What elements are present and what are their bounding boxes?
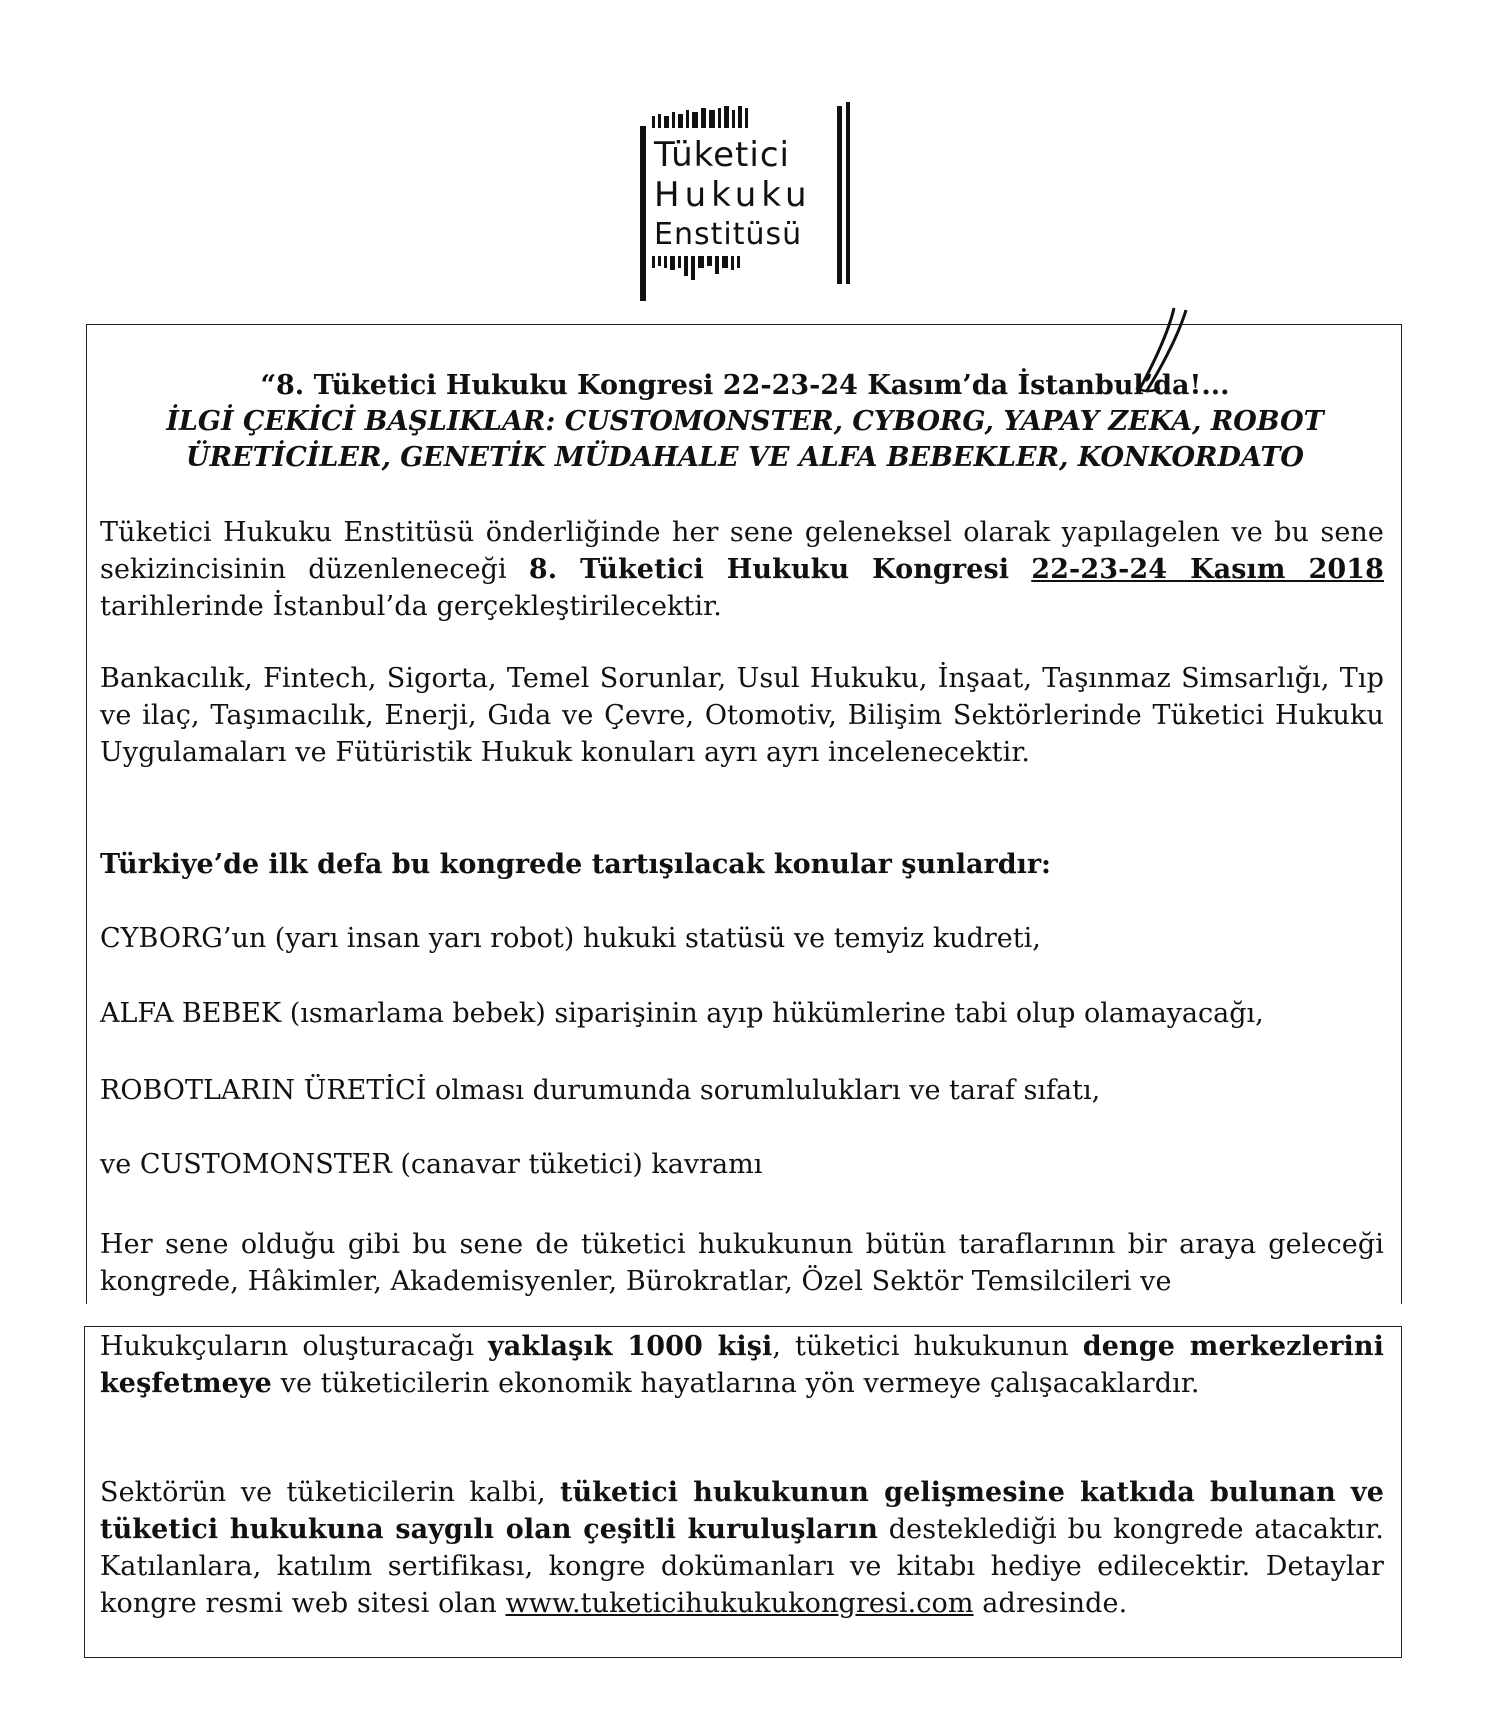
emphasis-text: tüketici hukukunun gelişmesine katkıda bulunan ve tüketici hukukuna saygılı olan çeşitli kuruluşların xyxy=(100,1477,1384,1545)
paragraph-text: Hukukçuların oluşturacağı xyxy=(100,1331,488,1362)
title-line-3: ÜRETİCİLER, GENETİK MÜDAHALE VE ALFA BEBEKLER, KONKORDATO xyxy=(186,442,1304,473)
topic-item: ROBOTLARIN ÜRETİCİ olması durumunda sorumlulukları ve taraf sıfatı, xyxy=(100,1075,1101,1106)
title-line-1: “8. Tüketici Hukuku Kongresi 22-23-24 Kasım’da İstanbul’da!... xyxy=(260,370,1230,401)
topic-item: ve CUSTOMONSTER (canavar tüketici) kavramı xyxy=(100,1149,763,1180)
paragraph-text: Tüketici Hukuku Enstitüsü önderliğinde her sene geleneksel olarak yapılagelen ve bu sene sekizincisinin düzenleneceği xyxy=(100,517,1384,585)
congress-name: 8. Tüketici Hukuku Kongresi xyxy=(528,554,1010,585)
topic-item: ALFA BEBEK (ısmarlama bebek) siparişinin ayıp hükümlerine tabi olup olamayacağı, xyxy=(100,998,1264,1029)
logo-text-line3: Enstitüsü xyxy=(654,217,803,252)
logo-frame-bar xyxy=(846,102,850,284)
paragraph-text: desteklediği bu kongrede atacaktır. Katılanlara, katılım sertifikası, kongre dokümanları ve kitabı hediye edilecektir. Detaylar kongre resmi web sitesi olan xyxy=(100,1514,1384,1619)
page-title xyxy=(100,368,1390,476)
paragraph-participants: Her sene olduğu gibi bu sene de tüketici hukukunun bütün taraflarının bir araya geleceği kongrede, Hâkimler, Akademisyenler, Bürokratlar, Özel Sektör Temsilcileri ve xyxy=(100,1229,1384,1297)
paragraph-topics: Bankacılık, Fintech, Sigorta, Temel Sorunlar, Usul Hukuku, İnşaat, Taşınmaz Simsarlığı, Tıp ve ilaç, Taşımacılık, Enerji, Gıda ve Çevre, Otomotiv, Bilişim Sektörlerinde Tüketici Hukuku Uygulamaları ve Fütüristik Hukuk konuları ayrı ayrı incelenecektir. xyxy=(100,663,1384,768)
paragraph-intro xyxy=(100,514,1384,625)
paragraph-participants-cont xyxy=(100,1328,1384,1402)
logo-barcode-bottom xyxy=(652,256,740,278)
paragraph-text: , tüketici hukukunun xyxy=(772,1331,1083,1362)
topic-item: CYBORG’un (yarı insan yarı robot) hukuki statüsü ve temyiz kudreti, xyxy=(100,923,1041,954)
paragraph-text xyxy=(1009,554,1031,585)
emphasis-text: yaklaşık 1000 kişi xyxy=(487,1331,773,1362)
paragraph-text: tarihlerinde İstanbul’da gerçekleştirilecektir. xyxy=(100,591,722,622)
paragraph-text: Sektörün ve tüketicilerin kalbi, xyxy=(100,1477,560,1508)
logo-frame-bar xyxy=(640,126,646,301)
congress-dates: 22-23-24 Kasım 2018 xyxy=(1031,554,1385,585)
logo-barcode-top xyxy=(652,106,748,128)
emphasis-text: denge merkezlerini keşfetmeye xyxy=(100,1331,1384,1399)
logo-text-line2: Hukuku xyxy=(654,175,812,215)
paragraph-text: ve tüketicilerin ekonomik hayatlarına yön vermeye çalışacaklardır. xyxy=(271,1368,1200,1399)
institute-logo xyxy=(640,100,850,305)
logo-frame-bar xyxy=(837,106,842,284)
topics-heading: Türkiye’de ilk defa bu kongrede tartışılacak konular şunlardır: xyxy=(100,849,1052,880)
paragraph-closing xyxy=(100,1474,1384,1622)
paragraph-text: adresinde. xyxy=(973,1588,1128,1619)
title-line-2: İLGİ ÇEKİCİ BAŞLIKLAR: CUSTOMONSTER, CYBORG, YAPAY ZEKA, ROBOT xyxy=(166,406,1324,437)
logo-text-line1: Tüketici xyxy=(654,135,790,175)
website-link[interactable]: www.tuketicihukukukongresi.com xyxy=(505,1588,974,1619)
